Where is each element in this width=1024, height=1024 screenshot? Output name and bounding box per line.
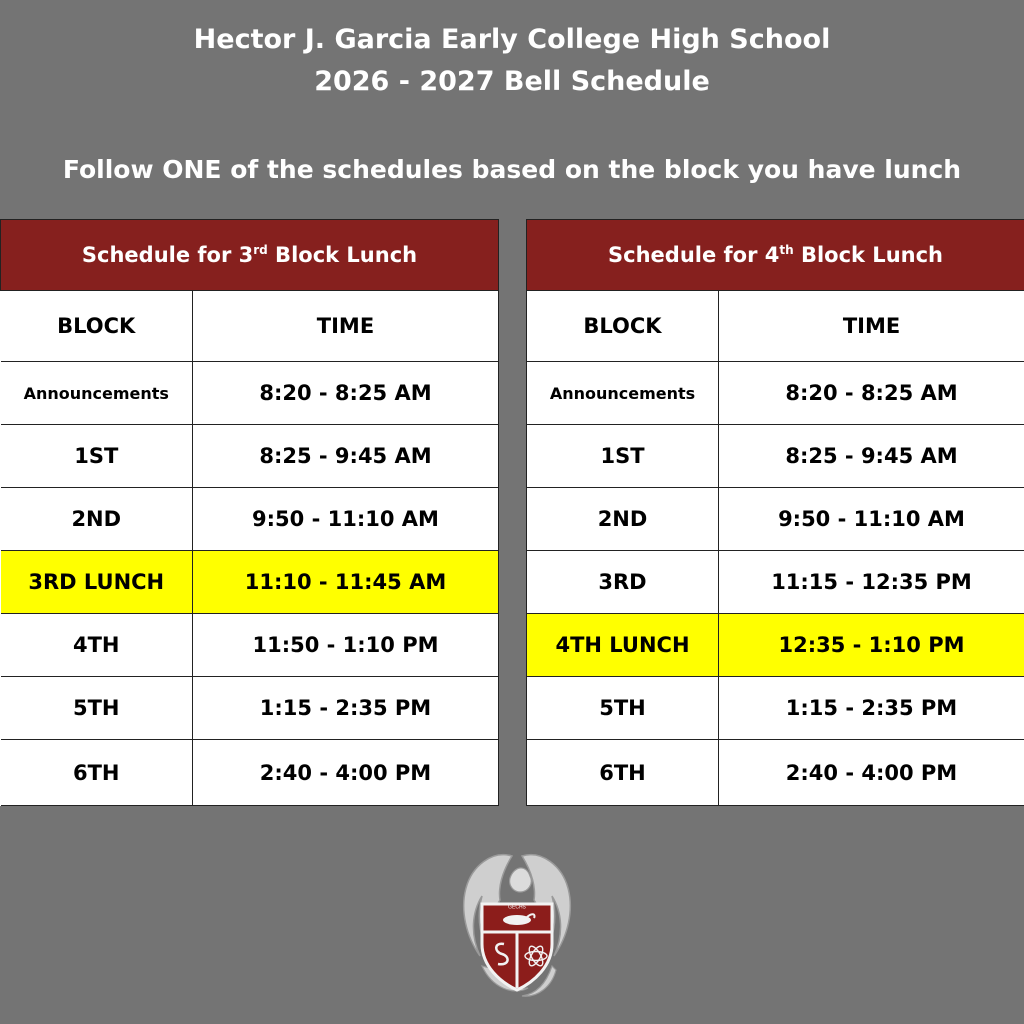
block-cell: 5TH xyxy=(1,677,193,740)
time-cell: 9:50 - 11:10 AM xyxy=(193,488,499,551)
time-cell: 11:50 - 1:10 PM xyxy=(193,614,499,677)
column-header-time: TIME xyxy=(193,291,499,362)
page-subtitle-year: 2026 - 2027 Bell Schedule xyxy=(314,66,710,97)
table-row xyxy=(1,362,499,425)
block-cell: 3RD xyxy=(527,551,719,614)
table-row xyxy=(527,677,1024,740)
column-header-time: TIME xyxy=(719,291,1024,362)
table-row xyxy=(1,740,499,806)
table-row xyxy=(527,488,1024,551)
block-cell: 6TH xyxy=(1,740,193,806)
table-row xyxy=(1,614,499,677)
schedule-header xyxy=(1,220,499,291)
time-cell: 2:40 - 4:00 PM xyxy=(193,740,499,806)
time-cell: 1:15 - 2:35 PM xyxy=(719,677,1024,740)
logo-text: GECHS xyxy=(508,904,526,911)
phoenix-shield-logo-icon xyxy=(452,848,582,1000)
block-cell: Announcements xyxy=(1,362,193,425)
time-cell: 8:20 - 8:25 AM xyxy=(193,362,499,425)
table-row xyxy=(1,677,499,740)
table-row xyxy=(527,740,1024,806)
schedule-title-prefix: Schedule for 4 xyxy=(608,243,780,267)
column-header-block: BLOCK xyxy=(1,291,193,362)
table-row-lunch-highlight xyxy=(527,614,1024,677)
time-cell: 1:15 - 2:35 PM xyxy=(193,677,499,740)
time-cell: 11:10 - 11:45 AM xyxy=(193,551,499,614)
page-title: Hector J. Garcia Early College High School xyxy=(193,24,831,55)
block-cell: 4TH LUNCH xyxy=(527,614,719,677)
schedule-title-suffix: Block Lunch xyxy=(267,243,418,267)
table-row xyxy=(527,551,1024,614)
time-cell: 8:20 - 8:25 AM xyxy=(719,362,1024,425)
time-cell: 2:40 - 4:00 PM xyxy=(719,740,1024,806)
block-cell: 6TH xyxy=(527,740,719,806)
table-row xyxy=(527,425,1024,488)
time-cell: 11:15 - 12:35 PM xyxy=(719,551,1024,614)
block-cell: 1ST xyxy=(1,425,193,488)
block-cell: 2ND xyxy=(527,488,719,551)
schedule-table-3rd-lunch xyxy=(0,219,499,806)
time-cell: 8:25 - 9:45 AM xyxy=(193,425,499,488)
block-cell: 2ND xyxy=(1,488,193,551)
block-cell: 1ST xyxy=(527,425,719,488)
block-cell: 3RD LUNCH xyxy=(1,551,193,614)
time-cell: 9:50 - 11:10 AM xyxy=(719,488,1024,551)
time-cell: 12:35 - 1:10 PM xyxy=(719,614,1024,677)
instruction-text: Follow ONE of the schedules based on the block you have lunch xyxy=(62,155,962,184)
table-row xyxy=(1,425,499,488)
column-header-block: BLOCK xyxy=(527,291,719,362)
time-cell: 8:25 - 9:45 AM xyxy=(719,425,1024,488)
schedule-title-sup: rd xyxy=(253,243,268,257)
schedule-title-sup: th xyxy=(779,243,794,257)
block-cell: 4TH xyxy=(1,614,193,677)
table-row xyxy=(527,362,1024,425)
block-cell: 5TH xyxy=(527,677,719,740)
schedule-title-prefix: Schedule for 3 xyxy=(81,243,254,267)
schedule-title-suffix: Block Lunch xyxy=(793,243,943,267)
schedule-header xyxy=(527,220,1024,291)
table-row-lunch-highlight xyxy=(1,551,499,614)
block-cell: Announcements xyxy=(527,362,719,425)
table-row xyxy=(1,488,499,551)
schedule-table-4th-lunch xyxy=(526,219,1024,806)
